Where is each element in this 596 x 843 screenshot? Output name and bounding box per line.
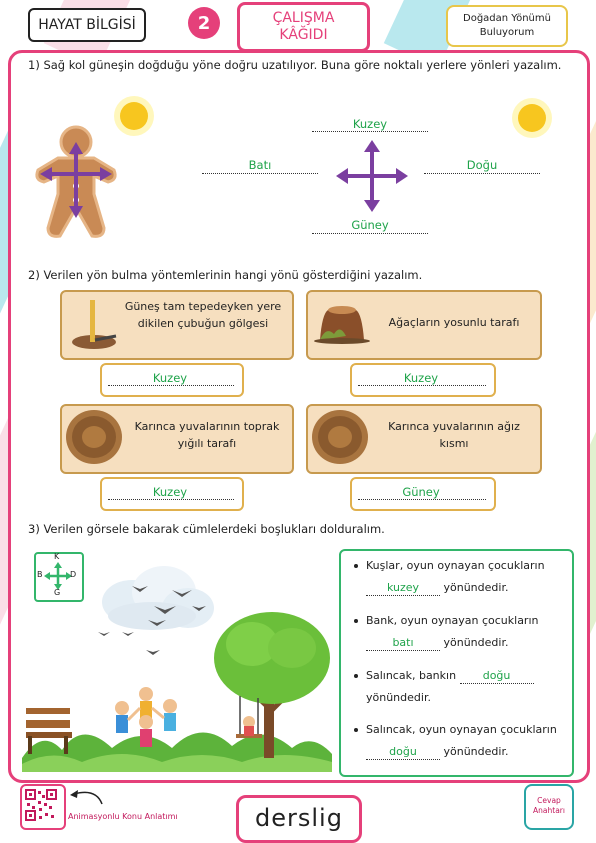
bullet: [354, 619, 358, 623]
topic-line-2: Buluyorum: [479, 27, 535, 38]
blank-4[interactable]: [366, 745, 440, 760]
answer-line-east[interactable]: [424, 173, 540, 174]
answer-north: Kuzey: [352, 117, 388, 131]
card-3-line-2: yığılı tarafı: [177, 437, 237, 450]
compass-north: K: [54, 552, 60, 561]
derslig-logo: [236, 795, 362, 843]
sentence-4-tail: yönündedir.: [443, 745, 509, 758]
anthill-icon: [310, 408, 370, 466]
mossy-stump-icon: [312, 300, 372, 344]
sentence-3-text: Salıncak, bankın: [366, 669, 457, 682]
method-card-text: [374, 418, 534, 452]
answer-east: Doğu: [466, 158, 498, 172]
answer-line-south[interactable]: [312, 233, 428, 234]
direction-arrows-icon: [336, 140, 408, 212]
subject-text: HAYAT BİLGİSİ: [38, 17, 136, 33]
sentence-1: [354, 555, 566, 599]
anthill-icon: [64, 408, 124, 466]
topic-line-1: Doğadan Yönümü: [463, 13, 551, 24]
sentence-4-answer: doğu: [389, 745, 417, 758]
answer-dots: [108, 499, 234, 500]
subject-label: [28, 8, 146, 42]
card-4-line-1: Karınca yuvalarının ağız: [388, 420, 520, 433]
question-3: 3) Verilen görsele bakarak cümlelerdeki boşlukları dolduralım.: [28, 522, 385, 536]
animation-link[interactable]: Animasyonlu Konu Anlatımı: [68, 812, 178, 821]
sentence-1-answer: kuzey: [386, 581, 420, 594]
curved-arrow-icon: [66, 786, 106, 808]
blank-1[interactable]: [366, 581, 440, 596]
answer-line-north[interactable]: [312, 131, 428, 132]
stick-shadow-icon: [72, 296, 118, 352]
sentence-4-text: Salıncak, oyun oynayan çocukların: [366, 723, 557, 736]
answer-dots: [358, 385, 486, 386]
card-3-line-1: Karınca yuvalarının toprak: [134, 420, 280, 433]
card-4-answer: Güney: [402, 485, 440, 499]
question-2: 2) Verilen yön bulma yöntemlerinin hangi yönü gösterdiğini yazalım.: [28, 268, 423, 282]
answer-south: Güney: [351, 218, 389, 232]
logo-text: derslig: [255, 804, 343, 832]
answer-key-line-1: Cevap: [537, 796, 561, 805]
compass-east: D: [70, 570, 77, 579]
answer-dots: [108, 385, 234, 386]
sentence-1-text: Kuşlar, oyun oynayan çocukların: [366, 559, 545, 572]
blank-3[interactable]: [460, 669, 534, 684]
card-2-answer: Kuzey: [403, 371, 439, 385]
title-line-2: KÂĞIDI: [279, 27, 328, 43]
sentence-4: [354, 719, 566, 763]
gingerbread-figure: [34, 124, 118, 240]
question-1: 1) Sağ kol güneşin doğduğu yöne doğru uzatılıyor. Buna göre noktalı yerlere yönleri yazalım.: [28, 58, 562, 72]
sentence-3-answer: doğu: [482, 669, 511, 682]
method-card-text: [120, 298, 286, 332]
grade-text: 2: [197, 12, 211, 34]
answer-key-line-2: Anahtarı: [533, 806, 565, 815]
sentence-2-answer: batı: [392, 636, 414, 649]
card-1-line-2: dikilen çubuğun gölgesi: [137, 317, 269, 330]
answer-key-button[interactable]: [524, 784, 574, 830]
grade-badge: [188, 7, 220, 39]
worksheet-title: [237, 2, 370, 52]
blank-2[interactable]: [366, 636, 440, 651]
bullet: [354, 674, 358, 678]
title-line-1: ÇALIŞMA: [272, 10, 335, 26]
answer-line-west[interactable]: [202, 173, 318, 174]
compass-south: G: [54, 588, 61, 597]
bullet: [354, 728, 358, 732]
bullet: [354, 564, 358, 568]
compass-west: B: [37, 570, 43, 579]
sentence-3-tail: yönündedir.: [366, 691, 431, 704]
card-1-line-1: Güneş tam tepedeyken yere: [124, 300, 282, 313]
topic-label: [446, 5, 568, 47]
answer-dots: [358, 499, 486, 500]
sentence-3: [354, 665, 566, 709]
sentence-2-tail: yönündedir.: [443, 636, 509, 649]
park-scene: [22, 608, 332, 772]
card-3-answer: Kuzey: [152, 485, 188, 499]
method-card-text: [374, 314, 534, 331]
card-4-line-2: kısmı: [439, 437, 469, 450]
sun-icon: [112, 94, 156, 138]
answer-west: Batı: [248, 158, 272, 172]
card-2-line-1: Ağaçların yosunlu tarafı: [388, 316, 520, 329]
qr-code-icon: [25, 789, 57, 821]
sentence-2-text: Bank, oyun oynayan çocukların: [366, 614, 539, 627]
sentence-1-tail: yönündedir.: [443, 581, 509, 594]
card-1-answer: Kuzey: [152, 371, 188, 385]
method-card-text: [126, 418, 288, 452]
sun-icon: [510, 96, 554, 140]
sentence-2: [354, 610, 566, 654]
